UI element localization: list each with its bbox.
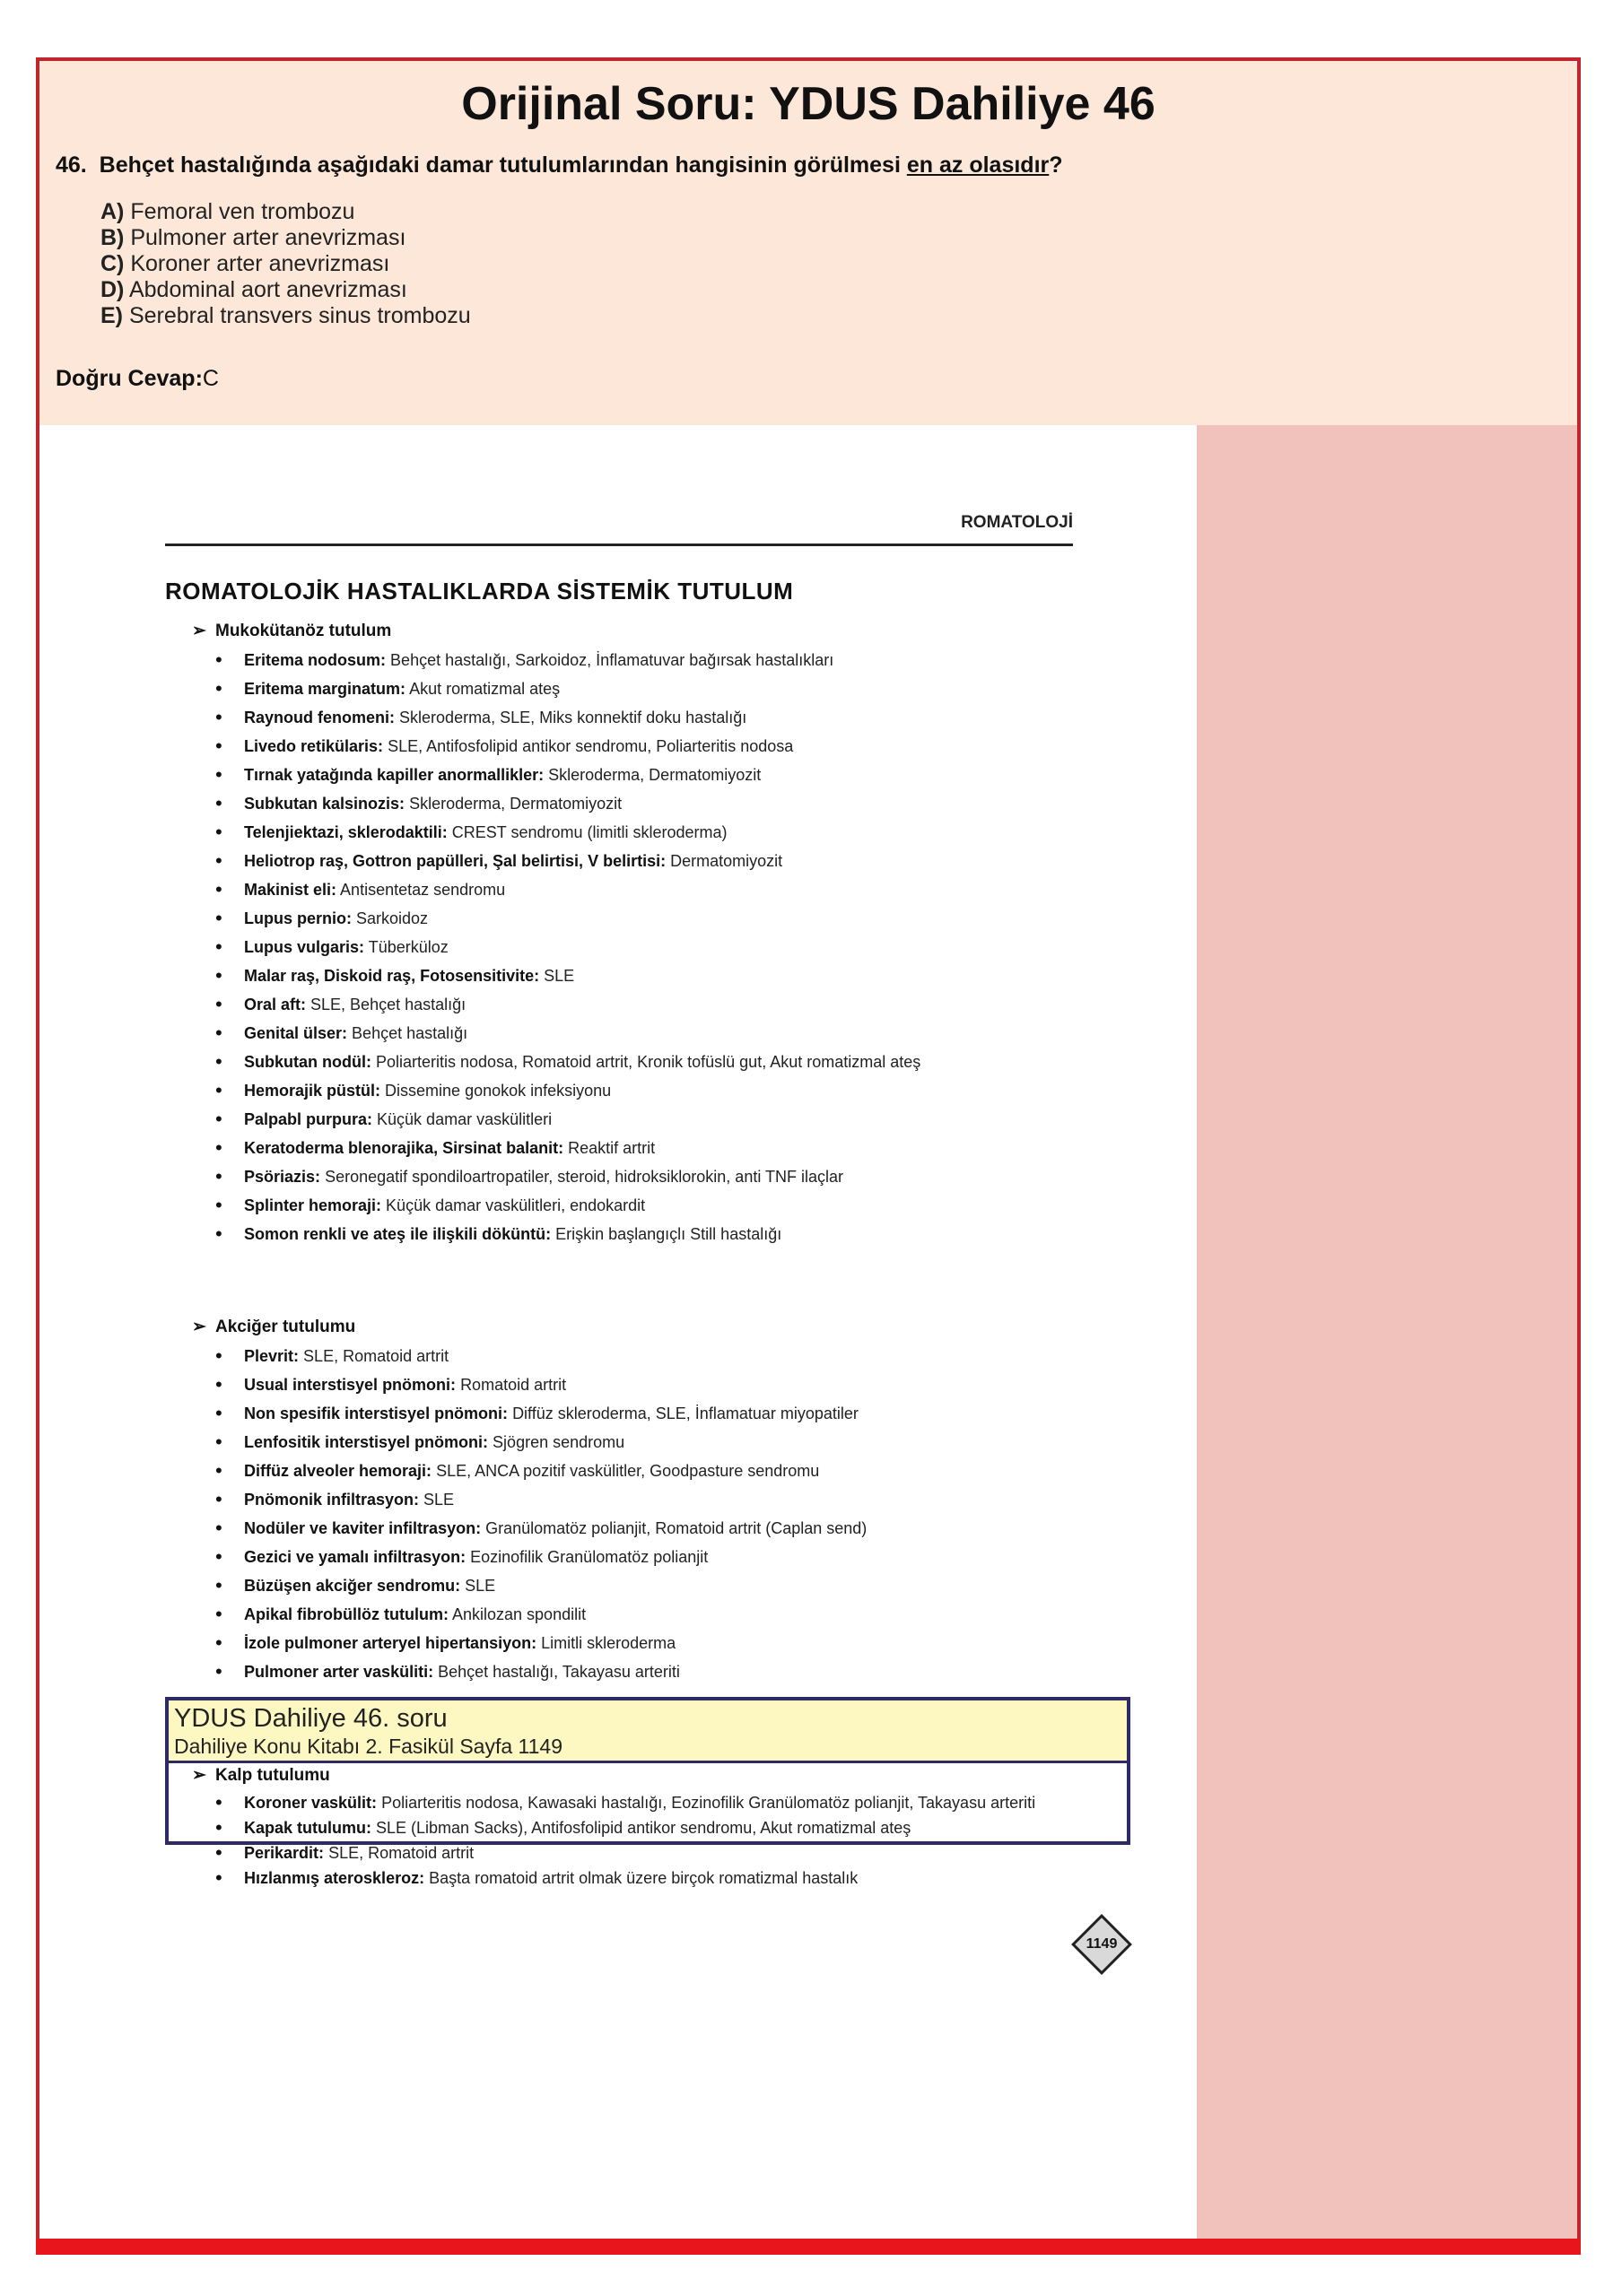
item-key: İzole pulmoner arteryel hipertansiyon:	[244, 1634, 537, 1652]
list-item	[192, 1514, 1087, 1543]
section-name: ROMATOLOJİ	[961, 513, 1073, 532]
reference-question: YDUS Dahiliye 46. soru	[174, 1704, 448, 1733]
item-value: Sarkoidoz	[356, 909, 429, 927]
list-item	[192, 875, 1087, 904]
option-d: D) Abdominal aort anevrizması	[100, 277, 407, 302]
item-key: Apikal fibrobüllöz tutulum:	[244, 1605, 449, 1623]
list-item	[192, 1543, 1087, 1571]
list-item	[192, 789, 1087, 818]
group-title: ➢ Kalp tutulumu	[192, 1761, 1087, 1790]
section-header	[165, 513, 1073, 546]
item-value: Tüberküloz	[368, 938, 449, 956]
list-item	[192, 1191, 1087, 1220]
item-key: Lenfositik interstisyel pnömoni:	[244, 1433, 489, 1451]
item-value: Erişkin başlangıçlı Still hastalığı	[555, 1225, 782, 1243]
item-value: Küçük damar vaskülitleri, endokardit	[386, 1196, 646, 1214]
arrow-icon: ➢	[192, 622, 206, 640]
book-page-title: ROMATOLOJİK HASTALIKLARDA SİSTEMİK TUTULUM	[165, 578, 794, 604]
item-key: Malar raş, Diskoid raş, Fotosensitivite:	[244, 967, 540, 985]
list-item	[192, 1019, 1087, 1048]
item-key: Somon renkli ve ateş ile ilişkili döküntü:	[244, 1225, 552, 1243]
option-e: E) Serebral transvers sinus trombozu	[100, 303, 471, 328]
list-item	[192, 1485, 1087, 1514]
list-item	[192, 1428, 1087, 1457]
item-value: SLE, Romatoid artrit	[328, 1844, 475, 1862]
question-text	[56, 152, 1063, 178]
option-b: B) Pulmoner arter anevrizması	[100, 225, 406, 250]
question-emphasis: en az olasıdır	[906, 152, 1050, 178]
document-frame	[36, 57, 1581, 2249]
item-key: Usual interstisyel pnömoni:	[244, 1376, 457, 1394]
item-value: SLE	[465, 1577, 496, 1595]
answer-options	[100, 199, 471, 329]
item-value: Akut romatizmal ateş	[409, 680, 561, 698]
group-akciger	[192, 1313, 1087, 1686]
list-item	[192, 933, 1087, 961]
list-item	[192, 646, 1087, 674]
item-key: Lupus vulgaris:	[244, 938, 365, 956]
item-value: Poliarteritis nodosa, Kawasaki hastalığı, Eozinofilik Granülomatöz polianjit, Takayasu arteriti	[381, 1794, 1036, 1812]
list-item	[192, 1105, 1087, 1134]
book-page	[39, 425, 1197, 2249]
item-key: Kapak tutulumu:	[244, 1819, 371, 1837]
arrow-icon: ➢	[192, 1318, 206, 1336]
item-value: Diffüz skleroderma, SLE, İnflamatuar miyopatiler	[512, 1405, 859, 1422]
list-item	[192, 818, 1087, 847]
item-key: Non spesifik interstisyel pnömoni:	[244, 1405, 509, 1422]
item-value: SLE, Romatoid artrit	[303, 1347, 449, 1365]
item-value: Skleroderma, SLE, Miks konnektif doku hastalığı	[399, 709, 747, 726]
item-value: CREST sendromu (limitli skleroderma)	[451, 823, 728, 841]
item-key: Gezici ve yamalı infiltrasyon:	[244, 1548, 467, 1566]
item-key: Eritema marginatum:	[244, 680, 406, 698]
item-key: Koroner vaskülit:	[244, 1794, 378, 1812]
list-item	[192, 674, 1087, 703]
item-key: Oral aft:	[244, 996, 307, 1013]
item-key: Subkutan nodül:	[244, 1053, 371, 1071]
item-key: Makinist eli:	[244, 881, 337, 899]
item-key: Telenjiektazi, sklerodaktili:	[244, 823, 448, 841]
item-value: Romatoid artrit	[460, 1376, 567, 1394]
question-header	[39, 61, 1577, 425]
item-key: Tırnak yatağında kapiller anormallikler:	[244, 766, 545, 784]
reference-source: Dahiliye Konu Kitabı 2. Fasikül Sayfa 1149	[174, 1735, 562, 1758]
bottom-bar	[36, 2239, 1581, 2255]
item-value: Poliarteritis nodosa, Romatoid artrit, Kronik tofüslü gut, Akut romatizmal ateş	[376, 1053, 921, 1071]
group-title: ➢ Akciğer tutulumu	[192, 1313, 1087, 1342]
item-value: Behçet hastalığı, Sarkoidoz, İnflamatuvar bağırsak hastalıkları	[390, 651, 834, 669]
list-item	[192, 761, 1087, 789]
list-item	[192, 1657, 1087, 1686]
item-key: Psöriazis:	[244, 1168, 321, 1186]
item-key: Splinter hemoraji:	[244, 1196, 382, 1214]
item-value: Ankilozan spondilit	[452, 1605, 587, 1623]
list-item	[192, 1629, 1087, 1657]
list-item	[192, 1048, 1087, 1076]
question-end: ?	[1049, 152, 1063, 178]
item-key: Pulmoner arter vasküliti:	[244, 1663, 434, 1681]
list-item	[192, 904, 1087, 933]
item-key: Subkutan kalsinozis:	[244, 795, 406, 813]
page-number: 1149	[1086, 1936, 1118, 1952]
item-value: SLE, Behçet hastalığı	[310, 996, 467, 1013]
item-key: Raynoud fenomeni:	[244, 709, 396, 726]
item-value: Reaktif artrit	[568, 1139, 656, 1157]
item-value: Skleroderma, Dermatomiyozit	[409, 795, 623, 813]
list-item	[192, 1220, 1087, 1248]
item-key: Genital ülser:	[244, 1024, 348, 1042]
question-stem: Behçet hastalığında aşağıdaki damar tutulumlarından hangisinin görülmesi	[99, 152, 907, 178]
item-key: Hızlanmış ateroskleroz:	[244, 1869, 425, 1887]
item-value: Dermatomiyozit	[670, 852, 783, 870]
question-number: 46.	[56, 152, 87, 178]
item-value: Antisentetaz sendromu	[340, 881, 506, 899]
item-value: Behçet hastalığı	[352, 1024, 468, 1042]
item-value: Granülomatöz polianjit, Romatoid artrit (Caplan send)	[485, 1519, 868, 1537]
item-value: SLE	[423, 1491, 455, 1509]
item-key: Perikardit:	[244, 1844, 325, 1862]
page-title: Orijinal Soru: YDUS Dahiliye 46	[461, 78, 1155, 130]
list-item	[192, 1370, 1087, 1399]
correct-answer: Doğru Cevap:C	[56, 366, 219, 391]
list-item	[192, 1076, 1087, 1105]
item-key: Hemorajik püstül:	[244, 1082, 381, 1100]
item-value: Behçet hastalığı, Takayasu arteriti	[438, 1663, 680, 1681]
list-item	[192, 732, 1087, 761]
item-key: Pnömonik infiltrasyon:	[244, 1491, 420, 1509]
item-value: SLE, Antifosfolipid antikor sendromu, Poliarteritis nodosa	[388, 737, 794, 755]
item-value: Seronegatif spondiloartropatiler, steroid, hidroksiklorokin, anti TNF ilaçlar	[325, 1168, 844, 1186]
side-margin	[1197, 425, 1581, 2249]
list-item	[192, 1342, 1087, 1370]
item-value: SLE	[544, 967, 575, 985]
item-value: Eozinofilik Granülomatöz polianjit	[470, 1548, 709, 1566]
item-key: Livedo retikülaris:	[244, 737, 384, 755]
option-c: C) Koroner arter anevrizması	[100, 251, 390, 276]
list-item	[192, 1134, 1087, 1162]
reference-box	[165, 1697, 1130, 1845]
item-value: Dissemine gonokok infeksiyonu	[385, 1082, 612, 1100]
list-item	[192, 1399, 1087, 1428]
item-key: Eritema nodosum:	[244, 651, 387, 669]
item-key: Keratoderma blenorajika, Sirsinat balanit:	[244, 1139, 564, 1157]
reference-label	[169, 1700, 1127, 1763]
item-value: Skleroderma, Dermatomiyozit	[548, 766, 762, 784]
item-key: Plevrit:	[244, 1347, 300, 1365]
item-value: Sjögren sendromu	[493, 1433, 625, 1451]
item-key: Heliotrop raş, Gottron papülleri, Şal belirtisi, V belirtisi:	[244, 852, 667, 870]
arrow-icon: ➢	[192, 1766, 206, 1785]
item-key: Lupus pernio:	[244, 909, 352, 927]
list-item	[192, 1571, 1087, 1600]
item-value: Küçük damar vaskülitleri	[377, 1110, 553, 1128]
option-a: A) Femoral ven trombozu	[100, 199, 355, 224]
list-item	[192, 1457, 1087, 1485]
item-value: Limitli skleroderma	[541, 1634, 676, 1652]
item-value: SLE, ANCA pozitif vaskülitler, Goodpasture sendromu	[436, 1462, 820, 1480]
list-item	[192, 703, 1087, 732]
list-item	[192, 990, 1087, 1019]
item-key: Diffüz alveoler hemoraji:	[244, 1462, 432, 1480]
item-key: Büzüşen akciğer sendromu:	[244, 1577, 461, 1595]
list-item	[192, 1600, 1087, 1629]
item-key: Nodüler ve kaviter infiltrasyon:	[244, 1519, 482, 1537]
list-item	[192, 961, 1087, 990]
item-value: SLE (Libman Sacks), Antifosfolipid antikor sendromu, Akut romatizmal ateş	[376, 1819, 911, 1837]
list-item	[192, 1866, 1087, 1891]
item-key: Palpabl purpura:	[244, 1110, 373, 1128]
item-value: Başta romatoid artrit olmak üzere birçok romatizmal hastalık	[429, 1869, 859, 1887]
page-number-badge	[1071, 1914, 1132, 1975]
list-item	[192, 1162, 1087, 1191]
answer-value: C	[202, 366, 219, 391]
list-item	[192, 847, 1087, 875]
group-title: ➢ Mukokütanöz tutulum	[192, 617, 1087, 646]
group-mukokutanoz	[192, 617, 1087, 1248]
